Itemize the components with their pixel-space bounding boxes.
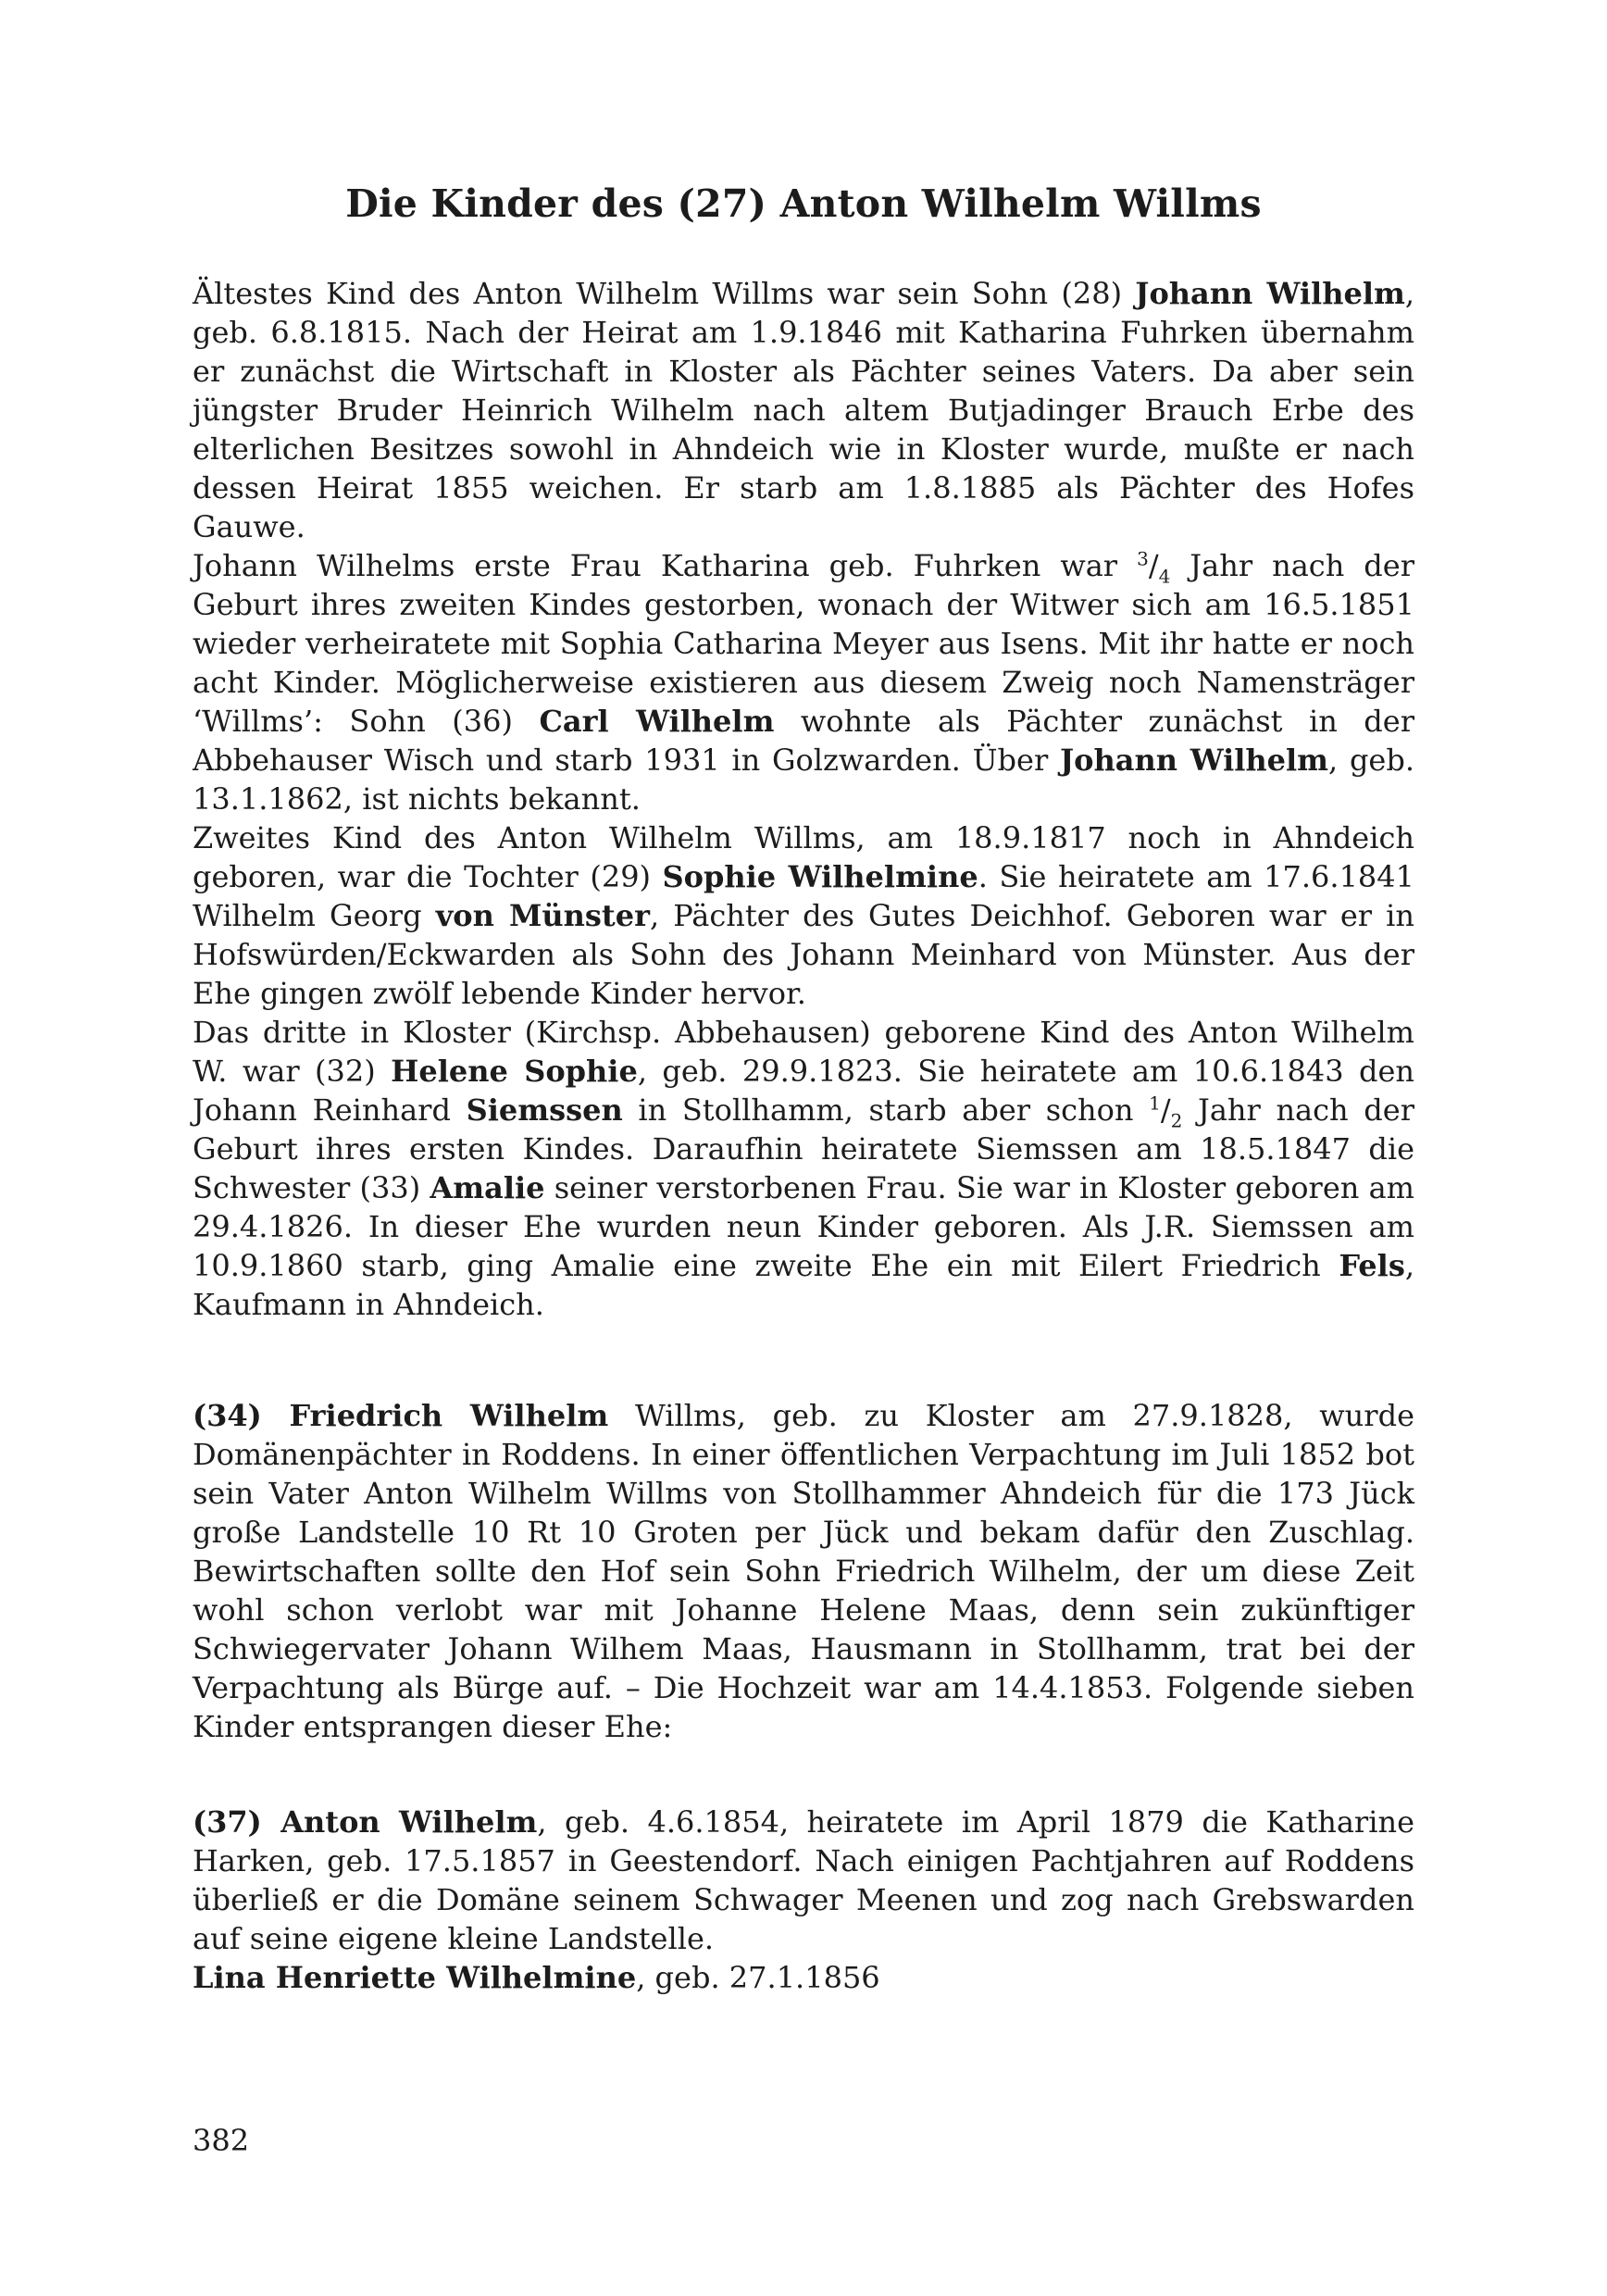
page-title: Die Kinder des (27) Anton Wilhelm Willms bbox=[345, 181, 1262, 226]
text-run: Ältestes Kind des Anton Wilhelm Willms war sein Sohn (28) bbox=[193, 276, 1136, 311]
bold-name: (37) Anton Wilhelm bbox=[193, 1804, 538, 1840]
paragraph-children-list bbox=[193, 1803, 1414, 1997]
text-run: / bbox=[1160, 1092, 1171, 1128]
bold-name: Johann Wilhelm bbox=[1135, 276, 1405, 311]
bold-name: (34) Friedrich Wilhelm bbox=[193, 1398, 609, 1433]
text-run: , geb. 6.8.1815. Nach der Heirat am 1.9.1846 mit Katharina Fuhrken übernahm er zunächst die Wirtschaft in Kloster als Pächter seines Vaters. Da aber sein jüngster Bruder Heinrich Wilhelm nach altem Butjadinger Brauch Erbe des elterlichen Besitzes sowohl in Ahndeich wie in Kloster wurde, mußte er nach dessen Heirat 1855 weichen. Er starb am 1.8.1885 als Pächter des Hofes Gauwe. bbox=[193, 276, 1415, 544]
bold-name: Amalie bbox=[430, 1170, 545, 1205]
text-run: Jahr nach der Geburt ihres zweiten Kindes gestorben, wonach der Witwer sich am 16.5.1851 wieder verheiratete mit Sophia Catharina Meyer aus Isens. Mit ihr hatte er noch acht Kinder. Möglicherweise existieren aus diesem Zweig noch Namensträger ‘Willms’: Sohn (36) bbox=[193, 548, 1415, 739]
text-run: / bbox=[1148, 548, 1159, 583]
text-run: , geb. 29.9.1823. Sie heiratete am 10.6.1843 den Johann Reinhard bbox=[193, 1054, 1415, 1128]
text-run: , geb. 4.6.1854, heiratete im April 1879 die Katharine Harken, geb. 17.5.1857 in Geestendorf. Nach einigen Pachtjahren auf Roddens überließ er die Domäne seinem Schwager Meenen und zog nach Grebswarden auf seine eigene kleine Landstelle. bbox=[193, 1804, 1415, 1956]
paragraph-children-overview bbox=[193, 274, 1414, 1324]
text-run: , Kaufmann in Ahndeich. bbox=[193, 1248, 1414, 1322]
bold-name: Siemssen bbox=[466, 1092, 623, 1128]
paragraph-friedrich-wilhelm bbox=[193, 1396, 1414, 1746]
text-run: Das dritte in Kloster (Kirchsp. Abbehausen) geborene Kind des Anton Wilhelm W. war (32) bbox=[193, 1015, 1414, 1089]
fraction-numerator: 3 bbox=[1137, 547, 1149, 570]
bold-name: Lina Henriette Wilhelmine bbox=[193, 1960, 637, 1995]
bold-name: Fels bbox=[1339, 1248, 1405, 1283]
text-run: . Sie heiratete am 17.6.1841 Wilhelm Georg bbox=[193, 859, 1415, 933]
text-run: , Pächter des Gutes Deichhof. Geboren war er in Hofswürden/Eckwarden als Sohn des Johann Meinhard von Münster. Aus der Ehe gingen zwölf lebende Kinder hervor. bbox=[193, 898, 1415, 1011]
bold-name: Johann Wilhelm bbox=[1060, 742, 1329, 778]
text-run: wohnte als Pächter zunächst in der Abbehauser Wisch und starb 1931 in Golzwarden. Über bbox=[193, 704, 1415, 778]
bold-name: Sophie Wilhelmine bbox=[662, 859, 978, 894]
page-number: 382 bbox=[193, 2123, 250, 2158]
fraction-denominator: 4 bbox=[1158, 565, 1171, 588]
text-run: Willms, geb. zu Kloster am 27.9.1828, wurde Domänenpächter in Roddens. In einer öffentlichen Verpachtung im Juli 1852 bot sein Vater Anton Wilhelm Willms von Stollhammer Ahndeich für die 173 Jück große Landstelle 10 Rt 10 Groten per Jück und bekam dafür den Zuschlag. Bewirtschaften sollte den Hof sein Sohn Friedrich Wilhelm, der um diese Zeit wohl schon verlobt war mit Johanne Helene Maas, denn sein zukünftiger Schwiegervater Johann Wilhem Maas, Hausmann in Stollhamm, trat bei der Verpachtung als Bürge auf. – Die Hochzeit war am 14.4.1853. Folgende sieben Kinder entsprangen dieser Ehe: bbox=[193, 1398, 1415, 1744]
text-run: Johann Wilhelms erste Frau Katharina geb. Fuhrken war bbox=[193, 548, 1138, 583]
text-run: in Stollhamm, starb aber schon bbox=[622, 1092, 1150, 1128]
text-run: seiner verstorbenen Frau. Sie war in Kloster geboren am 29.4.1826. In dieser Ehe wurden neun Kinder geboren. Als J.R. Siemssen am 10.9.1860 starb, ging Amalie eine zweite Ehe ein mit Eilert Friedrich bbox=[193, 1170, 1415, 1283]
text-run: , geb. 13.1.1862, ist nichts bekannt. bbox=[193, 742, 1415, 817]
bold-name: Helene Sophie bbox=[391, 1054, 638, 1089]
fraction-numerator: 1 bbox=[1149, 1092, 1161, 1115]
text-run: Zweites Kind des Anton Wilhelm Willms, am 18.9.1817 noch in Ahndeich geboren, war die Tochter (29) bbox=[193, 820, 1414, 894]
bold-name: von Münster bbox=[435, 898, 650, 933]
bold-name: Carl Wilhelm bbox=[539, 704, 775, 739]
fraction-denominator: 2 bbox=[1170, 1109, 1183, 1132]
text-run: Jahr nach der Geburt ihres ersten Kindes. Daraufhin heiratete Siemssen am 18.5.1847 die Schwester (33) bbox=[193, 1092, 1415, 1205]
text-run: , geb. 27.1.1856 bbox=[636, 1960, 880, 1995]
